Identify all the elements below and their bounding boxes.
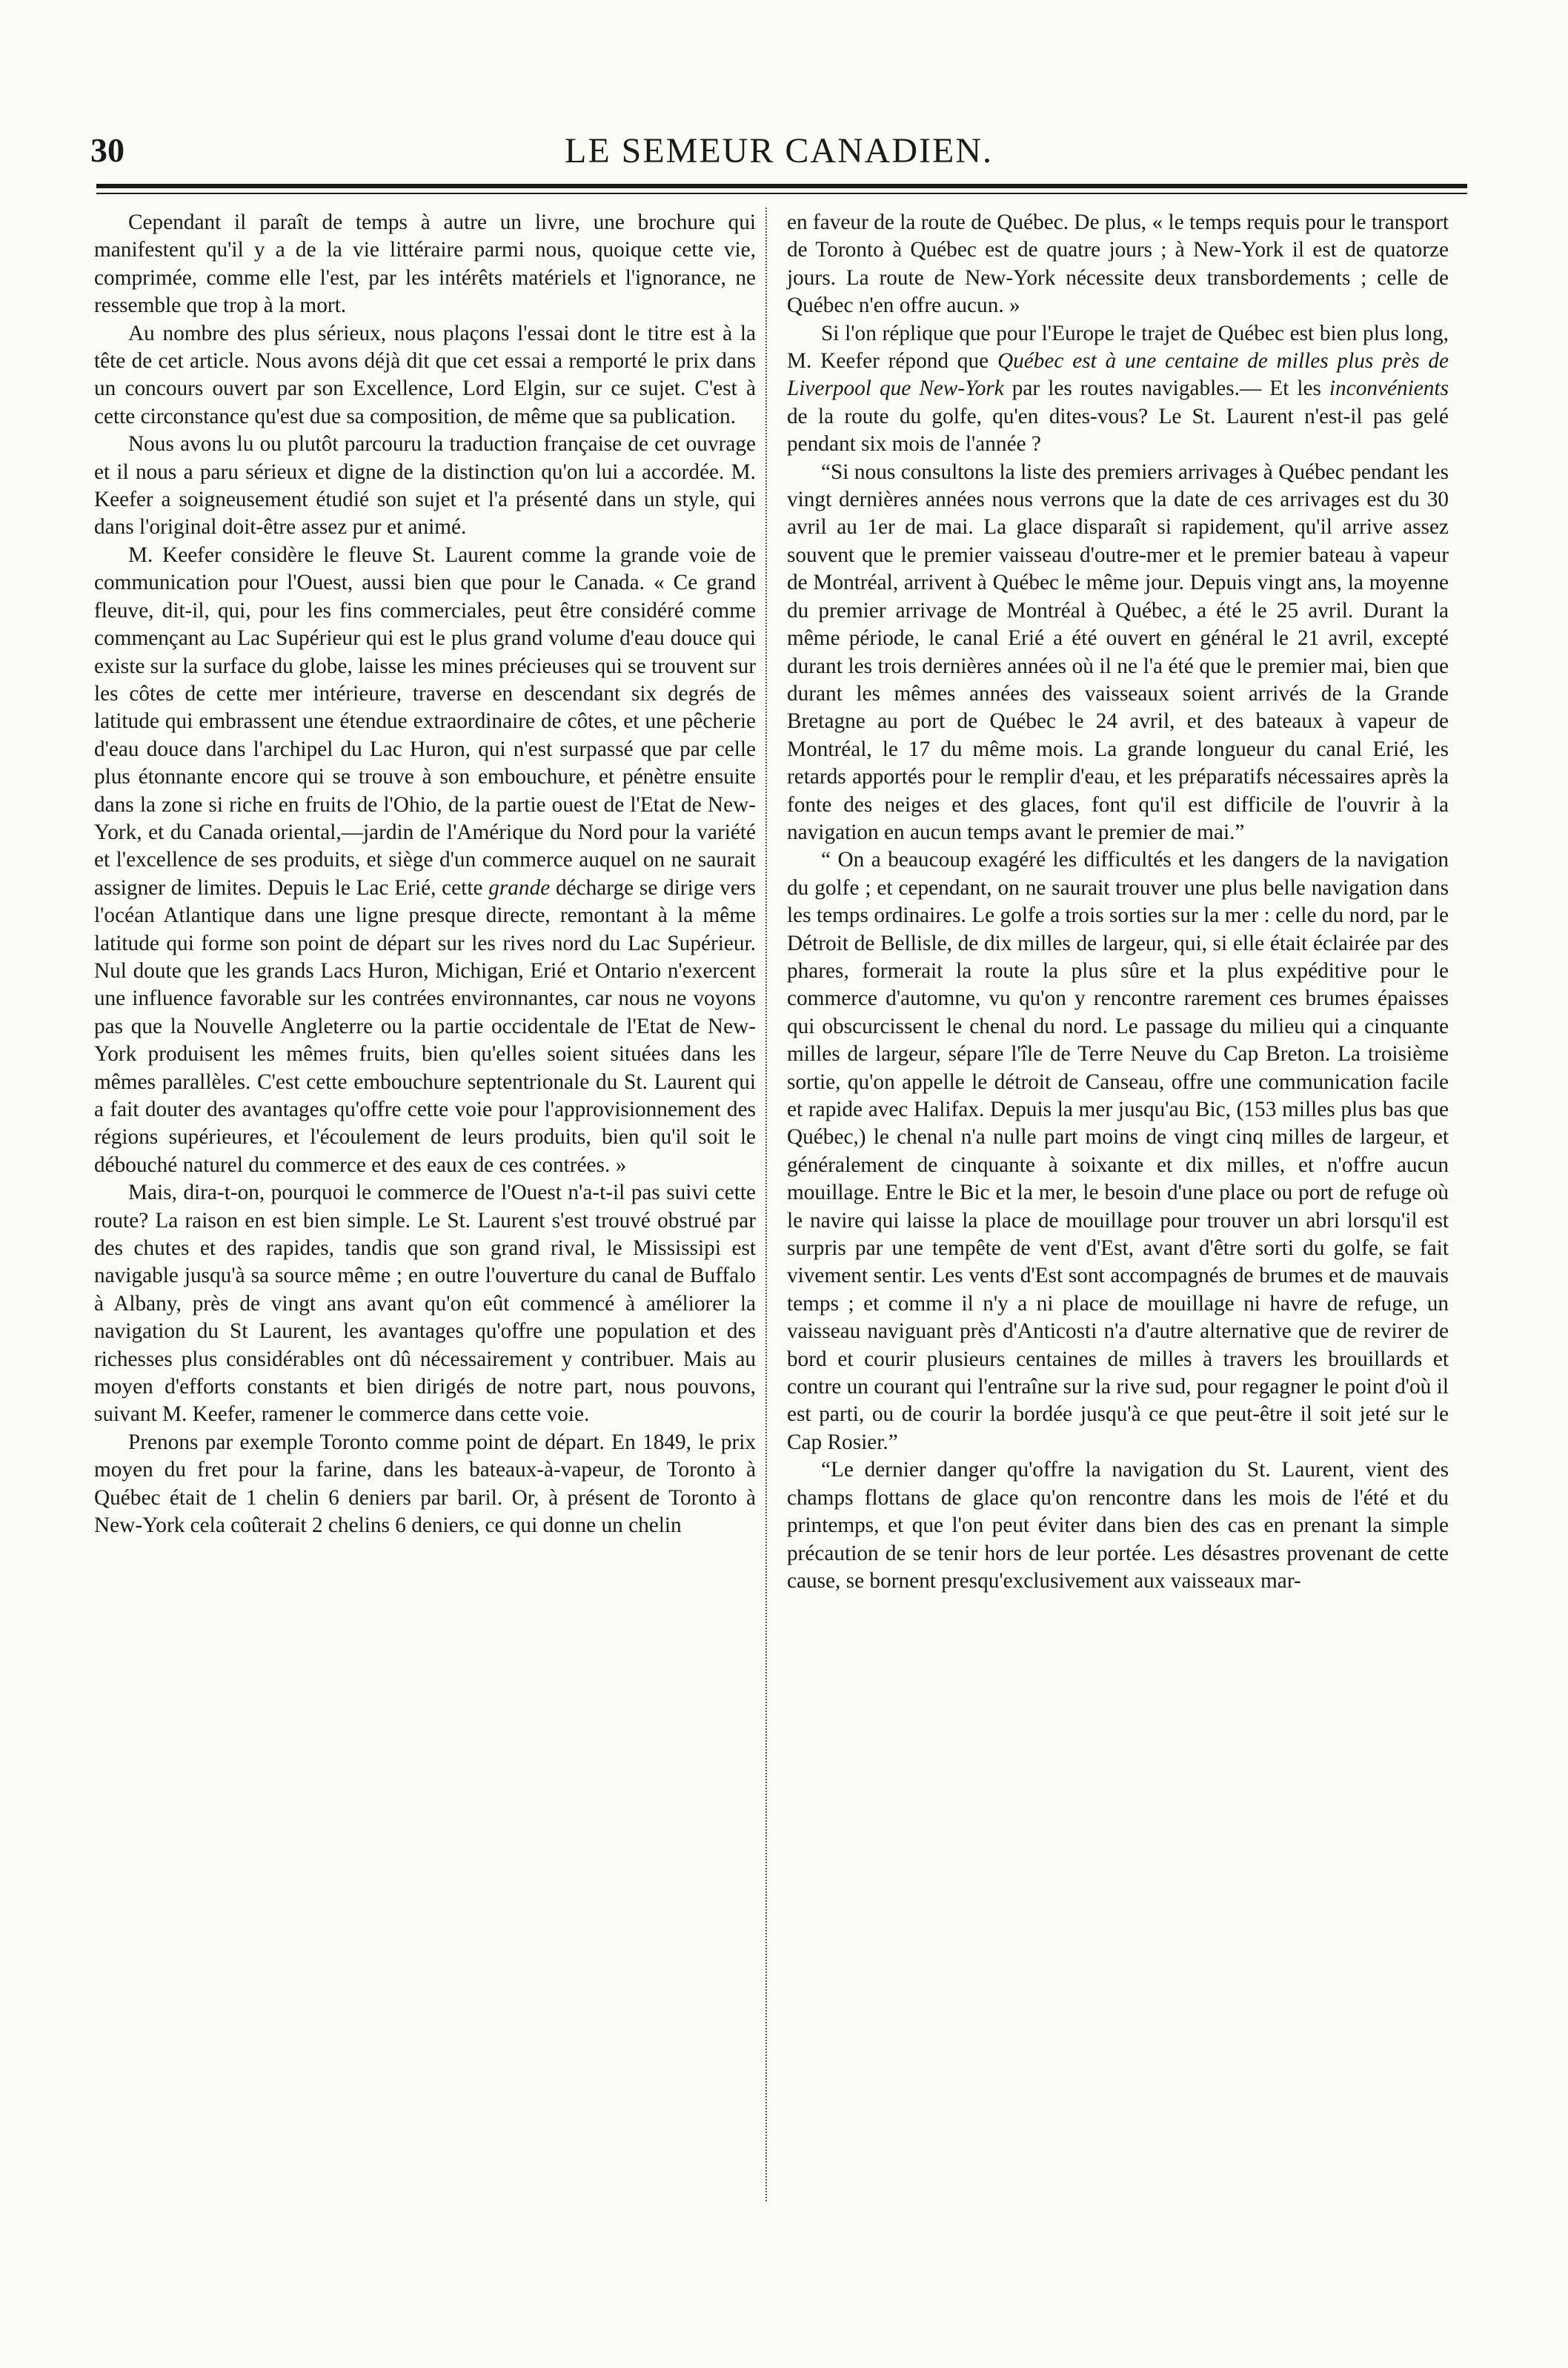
paragraph-text: Si l'on réplique que pour l'Europe le trajet de Québec est bien plus long, M. Keefer répond que <box>787 321 1449 374</box>
paragraph-text: par les routes navigables.— Et les <box>1003 377 1329 401</box>
journal-title: LE SEMEUR CANADIEN. <box>565 131 993 170</box>
paragraph <box>94 209 756 320</box>
paragraph <box>94 1179 756 1429</box>
page-number: 30 <box>90 131 124 169</box>
italic-text: Québec est à une centaine de milles plus près de Liverpool que New-York <box>787 349 1449 401</box>
paragraph <box>787 320 1449 459</box>
paragraph-text: “ On a beaucoup exagéré les difficultés et les dangers de la navigation du golfe ; et cependant, on ne saurait trouver une plus belle navigation dans les temps ordinaires. Le golfe a trois sorties sur la mer : celle du nord, par le Détroit de Bellisle, de dix milles de largeur, qui, si elle était éclairée par des phares, formerait la route la plus sûre et la plus expéditive pour le commerce d'automne, vu qu'on y rencontre rarement ces brumes épaisses qui obscurcissent le chenal du nord. Le passage du milieu qui a cinquante milles de largeur, sépare l'île de Terre Neuve du Cap Breton. La troisième sortie, qu'on appelle le détroit de Canseau, offre une communication facile et rapide avec Halifax. Depuis la mer jusqu'au Bic, (153 milles plus bas que Québec,) le chenal n'a nulle part moins de vingt cinq milles de largeur, et généralement de cinquante à soixante et dix milles, et n'offre aucun mouillage. Entre le Bic et la mer, le besoin d'une place ou port de refuge où le navire qui laisse la place de mouillage pour trouver un abri lorsqu'il est surpris par une tempête de vent d'Est, avant d'être sorti du golfe, se fait vivement sentir. Les vents d'Est sont accompagnés de brumes et de mauvais temps ; et comme il n'y a ni place de mouillage ni havre de refuge, un vaisseau naviguant près d'Anticosti n'a d'autre alternative que de revirer de bord et courir plusieurs centaines de milles à travers les brouillards et contre un courant qui l'entraîne sur la rive sud, pour regagner le point d'où il est parti, ou de courir la bordée jusqu'à ce que peut-être il soit jeté sur le Cap Rosier.” <box>787 848 1449 1454</box>
italic-text: grande <box>488 875 551 900</box>
paragraph-text: décharge se dirige vers l'océan Atlantique dans une ligne presque directe, remontant à la même latitude qui forme son point de départ sur les rives nord du Lac Supérieur. Nul doute que les grands Lacs Huron, Michigan, Erié et Ontario n'exercent une influence favorable sur les contrées environnantes, car nous ne voyons pas que la Nouvelle Angleterre ou la partie occidentale de l'Etat de New-York produisent les mêmes fruits, bien qu'elles soient situées dans les mêmes parallèles. C'est cette embouchure septentrionale du St. Laurent qui a fait douter des avantages qu'offre cette voie pour l'approvisionnement des régions supérieures, et l'écoulement de leurs produits, bien qu'il soit le débouché naturel du commerce et des eaux de ces contrées. » <box>94 875 756 1177</box>
paragraph <box>94 542 756 1179</box>
paragraph-text: M. Keefer considère le fleuve St. Laurent comme la grande voie de communication pour l'Ouest, aussi bien que pour le Canada. « Ce grand fleuve, dit-il, qui, pour les fins commerciales, peut être considéré comme commençant au Lac Supérieur qui est le plus grand volume d'eau douce qui existe sur la surface du globe, laisse les mines précieuses qui se trouvent sur les côtes de cette mer intérieure, traverse en descendant six degrés de latitude qui embrassent une étendue extraordinaire de côtes, et une pêcherie d'eau douce dans l'archipel du Lac Huron, qui n'est surpassé que par celle plus étonnante encore qui se trouve à son embouchure, et pénètre ensuite dans la zone si riche en fruits de l'Ohio, de la partie ouest de l'Etat de New-York, et du Canada oriental,—jardin de l'Amérique du Nord pour la variété et l'excellence de ses produits, et siège d'un commerce auquel on ne saurait assigner de limites. Depuis le Lac Erié, cette <box>94 543 756 900</box>
paragraph <box>94 431 756 542</box>
paragraph-text: Au nombre des plus sérieux, nous plaçons l'essai dont le titre est à la tête de cet article. Nous avons déjà dit que cet essai a remporté le prix dans un concours ouvert par son Excellence, Lord Elgin, sur ce sujet. C'est à cette circonstance qu'est due sa composition, de même que sa publication. <box>94 321 756 428</box>
page-header <box>90 130 1467 175</box>
paragraph-text: “Le dernier danger qu'offre la navigation du St. Laurent, vient des champs flottans de glace qu'on rencontre dans les mois de l'été et du printemps, et que l'on peut éviter dans bien des cas en prenant la simple précaution de se tenir hors de leur portée. Les désastres provenant de cette cause, se bornent presqu'exclusivement aux vaisseaux mar- <box>787 1458 1449 1593</box>
paragraph <box>787 209 1449 320</box>
paragraph <box>787 1456 1449 1595</box>
italic-text: inconvénients <box>1329 377 1449 401</box>
paragraph <box>787 459 1449 847</box>
paragraph <box>787 846 1449 1456</box>
paragraph-text: en faveur de la route de Québec. De plus, « le temps requis pour le transport de Toronto à Québec est de quatre jours ; à New-York il est de quatorze jours. La route de New-York nécessite deux transbordements ; celle de Québec n'en offre aucun. » <box>787 210 1449 318</box>
paragraph <box>94 320 756 431</box>
left-column <box>94 209 756 1540</box>
paragraph-text: Mais, dira-t-on, pourquoi le commerce de l'Ouest n'a-t-il pas suivi cette route? La raison en est bien simple. Le St. Laurent s'est trouvé obstrué par des chutes et des rapides, tandis que son grand rival, le Mississipi est navigable jusqu'à sa source même ; en outre l'ouverture du canal de Buffalo à Albany, près de vingt ans avant qu'on eût commencé à améliorer la navigation du St Laurent, les avantages qu'offre une population et des richesses plus considérables ont dû nécessairement y contribuer. Mais au moyen d'efforts constants et bien dirigés de notre part, nous pouvons, suivant M. Keefer, ramener le commerce dans cette voie. <box>94 1181 756 1427</box>
paragraph-text: Cependant il paraît de temps à autre un livre, une brochure qui manifestent qu'il y a de la vie littéraire parmi nous, quoique cette vie, comprimée, comme elle l'est, par les intérêts matériels et l'ignorance, ne ressemble que trop à la mort. <box>94 210 756 318</box>
header-rule-thick <box>96 184 1467 188</box>
paragraph-text: de la route du golfe, qu'en dites-vous? Le St. Laurent n'est-il pas gelé pendant six mois de l'année ? <box>787 404 1449 457</box>
paragraph-text: Prenons par exemple Toronto comme point de départ. En 1849, le prix moyen du fret pour la farine, dans les bateaux-à-vapeur, de Toronto à Québec était de 1 chelin 6 deniers par baril. Or, à présent de Toronto à New-York cela coûterait 2 chelins 6 deniers, ce qui donne un chelin <box>94 1430 756 1538</box>
paragraph-text: “Si nous consultons la liste des premiers arrivages à Québec pendant les vingt dernières années nous verrons que la date de ces arrivages est du 30 avril au 1er de mai. La glace disparaît si rapidement, qu'il arrive assez souvent que le premier vaisseau d'outre-mer et le premier bateau à vapeur de Montréal, arrivent à Québec le même jour. Depuis vingt ans, la moyenne du premier arrivage de Montréal à Québec, a été le 25 avril. Durant la même période, le canal Erié a été ouvert en général le 21 avril, excepté durant les trois dernières années où il ne l'a été que le premier mai, bien que durant les mêmes années des vaisseaux soient arrivés de la Grande Bretagne au port de Québec le 24 avril, et des bateaux à vapeur de Montréal, le 17 du même mois. La grande longueur du canal Erié, les retards apportés pour le remplir d'eau, et les préparatifs nécessaires après la fonte des neiges et des glaces, font qu'il est difficile de l'ouvrir à la navigation en aucun temps avant le premier de mai.” <box>787 460 1449 844</box>
paragraph-text: Nous avons lu ou plutôt parcouru la traduction française de cet ouvrage et il nous a paru sérieux et digne de la distinction qu'on lui a accordée. M. Keefer a soigneusement étudié son sujet et l'a présenté dans un style, qui dans l'original doit-être assez pur et animé. <box>94 432 756 540</box>
column-divider <box>765 208 767 2201</box>
right-column <box>787 209 1449 1595</box>
header-rule-thin <box>96 193 1467 194</box>
paragraph <box>94 1429 756 1540</box>
